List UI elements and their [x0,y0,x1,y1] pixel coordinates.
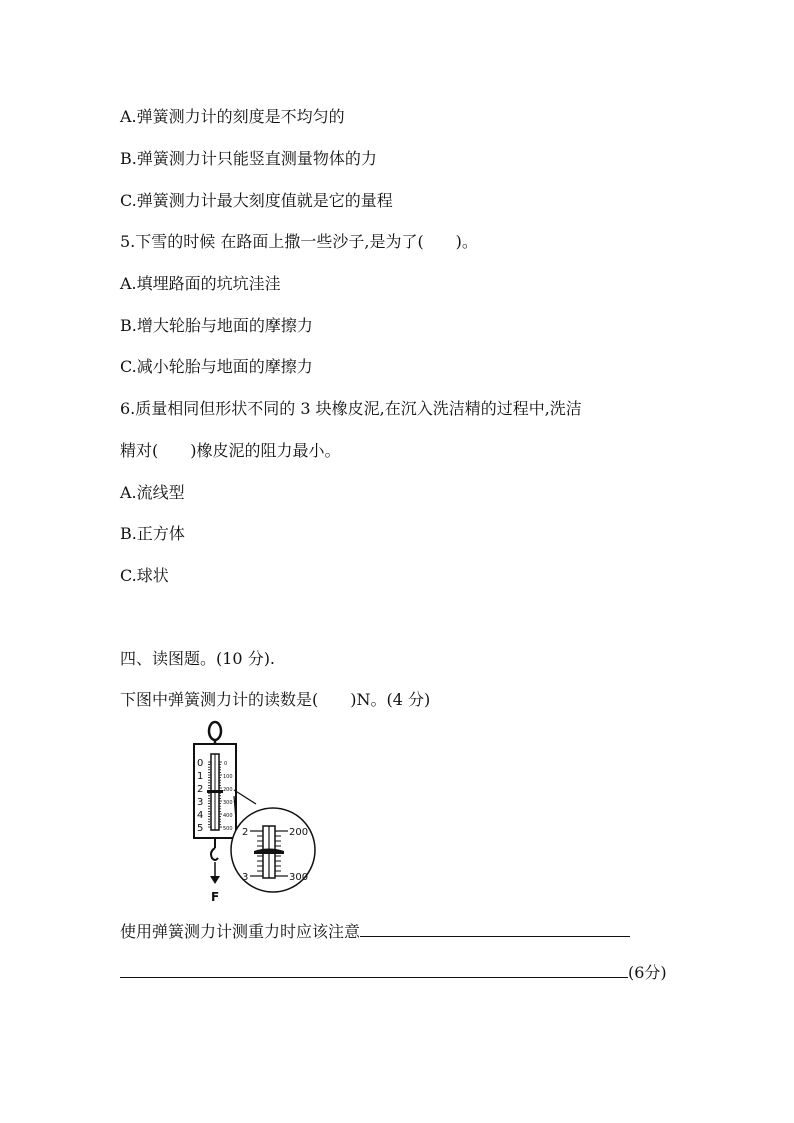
force-arrow [210,876,220,884]
zoom-label-200: 200 [289,827,309,838]
left-scale-4: 4 [197,810,204,821]
left-scale-2: 2 [197,784,204,795]
option-b-q5: B.增大轮胎与地面的摩擦力 [120,316,313,335]
right-scale-100: 100 [223,774,233,780]
option-c-q4: C.弹簧测力计最大刻度值就是它的量程 [120,191,393,210]
right-scale-300: 300 [223,800,233,806]
right-scale-200: 200 [223,787,233,793]
points-suffix: (6分) [628,963,667,982]
question-5: 5.下雪的时候 在路面上撒一些沙子,是为了( )。 [120,232,478,251]
question-6-line-1: 6.质量相同但形状不同的 3 块橡皮泥,在沉入洗洁精的过程中,洗洁 [120,399,582,418]
left-scale-0: 0 [197,758,204,769]
option-a-q5: A.填埋路面的坑坑洼洼 [120,274,281,293]
answer-blank-2 [120,961,628,978]
answer-blank-1 [360,920,630,937]
zoom-label-300: 300 [289,872,309,883]
option-c-q6: C.球状 [120,566,169,585]
force-label: F [211,890,220,904]
option-a-q4: A.弹簧测力计的刻度是不均匀的 [120,107,345,126]
option-c-q5: C.减小轮胎与地面的摩擦力 [120,357,313,376]
pointer [207,790,223,793]
callout-line-top [234,790,256,804]
zoom-label-3: 3 [242,872,249,883]
figure-question: 下图中弹簧测力计的读数是( )N。(4 分) [120,690,431,709]
section-4-heading: 四、读图题。(10 分). [120,649,276,668]
zoom-label-2: 2 [242,827,249,838]
left-scale-1: 1 [197,771,204,782]
attention-continuation [120,961,667,983]
left-scale-3: 3 [197,797,204,808]
question-6-line-2: 精对( )橡皮泥的阻力最小。 [120,441,341,460]
hanging-ring [209,722,221,740]
option-b-q6: B.正方体 [120,524,185,543]
attention-prompt: 使用弹簧测力计测重力时应该注意 [120,922,361,941]
hook [211,848,218,860]
option-a-q6: A.流线型 [120,483,185,502]
right-scale-400: 400 [223,813,233,819]
right-scale-500: 500 [223,826,233,832]
right-scale-0: 0 [224,761,228,767]
spring-scale-figure [188,718,323,904]
attention-question [120,920,630,942]
option-b-q4: B.弹簧测力计只能竖直测量物体的力 [120,149,377,168]
left-scale-5: 5 [197,823,204,834]
